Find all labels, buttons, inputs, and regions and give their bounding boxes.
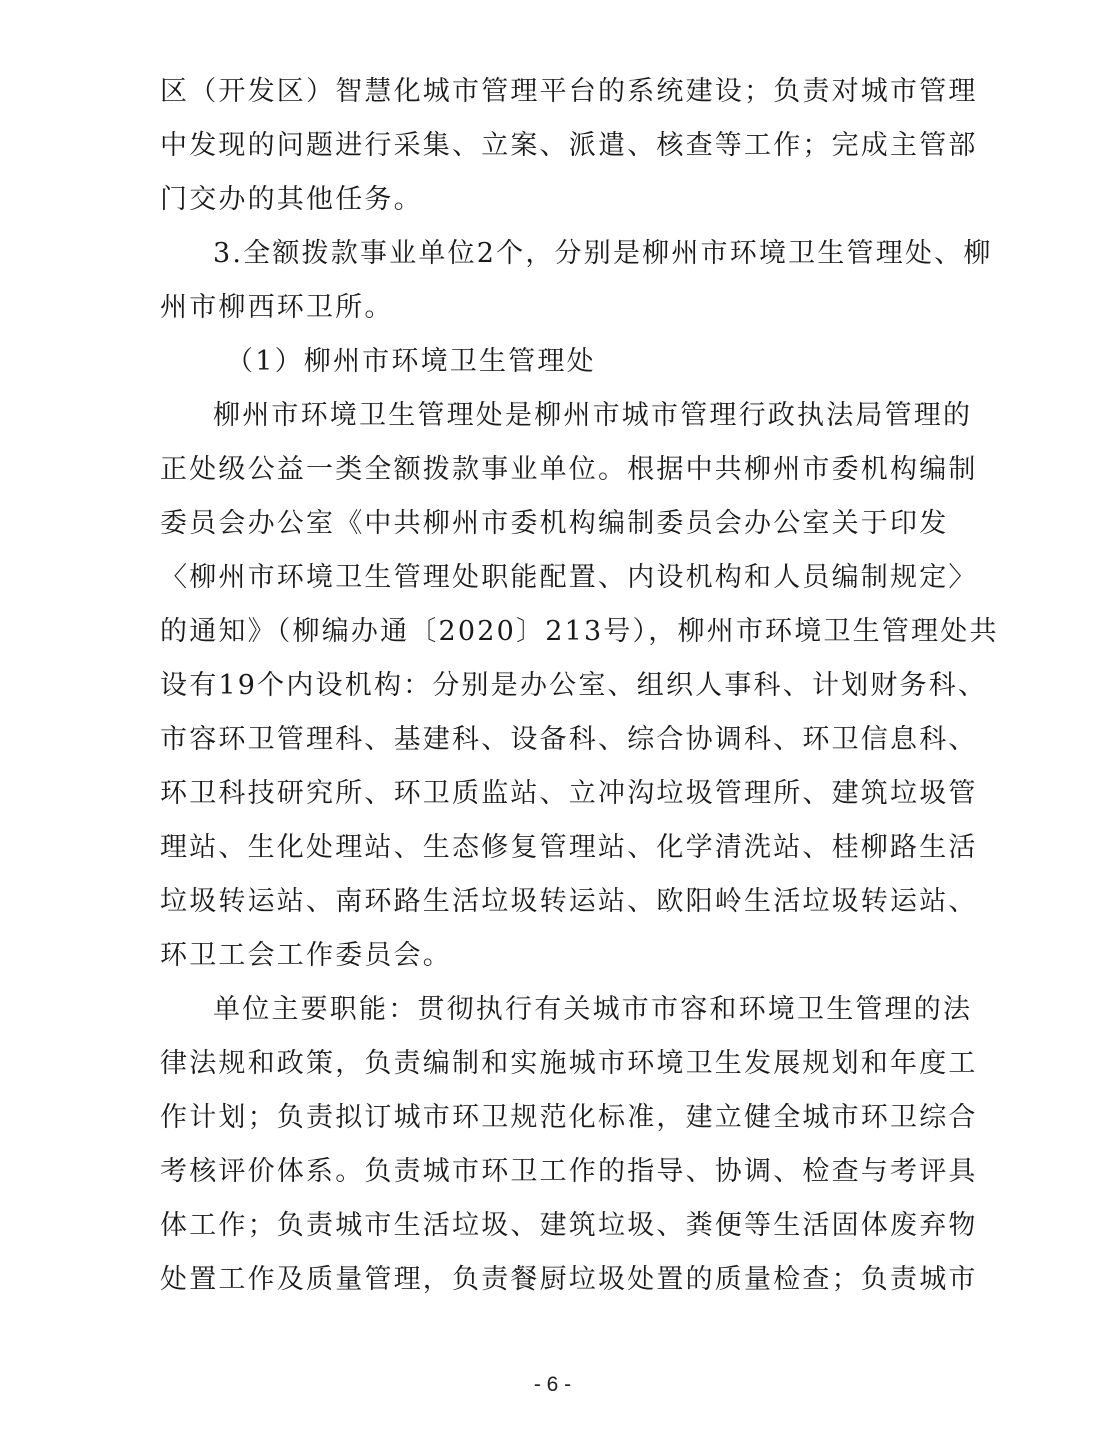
text-line-19: 律法规和政策，负责编制和实施城市环境卫生发展规划和年度工 <box>160 1048 978 1079</box>
text-line-16: 垃圾转运站、南环路生活垃圾转运站、欧阳岭生活垃圾转运站、 <box>160 886 978 917</box>
text-line-8: 正处级公益一类全额拨款事业单位。根据中共柳州市委机构编制 <box>160 454 978 485</box>
text-line-1: 区（开发区）智慧化城市管理平台的系统建设；负责对城市管理 <box>160 76 978 107</box>
text-line-7: 柳州市环境卫生管理处是柳州市城市管理行政执法局管理的 <box>213 400 973 431</box>
text-line-22: 体工作；负责城市生活垃圾、建筑垃圾、粪便等生活固体废弃物 <box>160 1210 978 1241</box>
text-line-10: 〈柳州市环境卫生管理处职能配置、内设机构和人员编制规定〉 <box>160 562 978 593</box>
text-line-18: 单位主要职能：贯彻执行有关城市市容和环境卫生管理的法 <box>213 994 973 1025</box>
text-line-17: 环卫工会工作委员会。 <box>160 940 452 971</box>
text-line-2: 中发现的问题进行采集、立案、派遣、核查等工作；完成主管部 <box>160 130 978 161</box>
text-line-13: 市容环卫管理科、基建科、设备科、综合协调科、环卫信息科、 <box>160 724 978 755</box>
text-line-3: 门交办的其他任务。 <box>160 184 423 215</box>
section-heading: （1）柳州市环境卫生管理处 <box>226 346 596 377</box>
text-line-14: 环卫科技研究所、环卫质监站、立冲沟垃圾管理所、建筑垃圾管 <box>160 778 978 809</box>
text-line-23: 处置工作及质量管理，负责餐厨垃圾处置的质量检查；负责城市 <box>160 1264 978 1295</box>
text-line-11: 的通知》（柳编办通〔2020〕213号），柳州市环境卫生管理处共 <box>160 616 999 647</box>
text-line-12: 设有19个内设机构：分别是办公室、组织人事科、计划财务科、 <box>160 670 988 701</box>
text-line-9: 委员会办公室《中共柳州市委机构编制委员会办公室关于印发 <box>160 508 949 539</box>
text-line-20: 作计划；负责拟订城市环卫规范化标准，建立健全城市环卫综合 <box>160 1102 978 1133</box>
text-line-4: 3.全额拨款事业单位2个，分别是柳州市环境卫生管理处、柳 <box>213 238 993 269</box>
page-number: - 6 - <box>533 1373 572 1396</box>
text-line-5: 州市柳西环卫所。 <box>160 292 394 323</box>
text-line-21: 考核评价体系。负责城市环卫工作的指导、协调、检查与考评具 <box>160 1156 978 1187</box>
text-line-15: 理站、生化处理站、生态修复管理站、化学清洗站、桂柳路生活 <box>160 832 978 863</box>
